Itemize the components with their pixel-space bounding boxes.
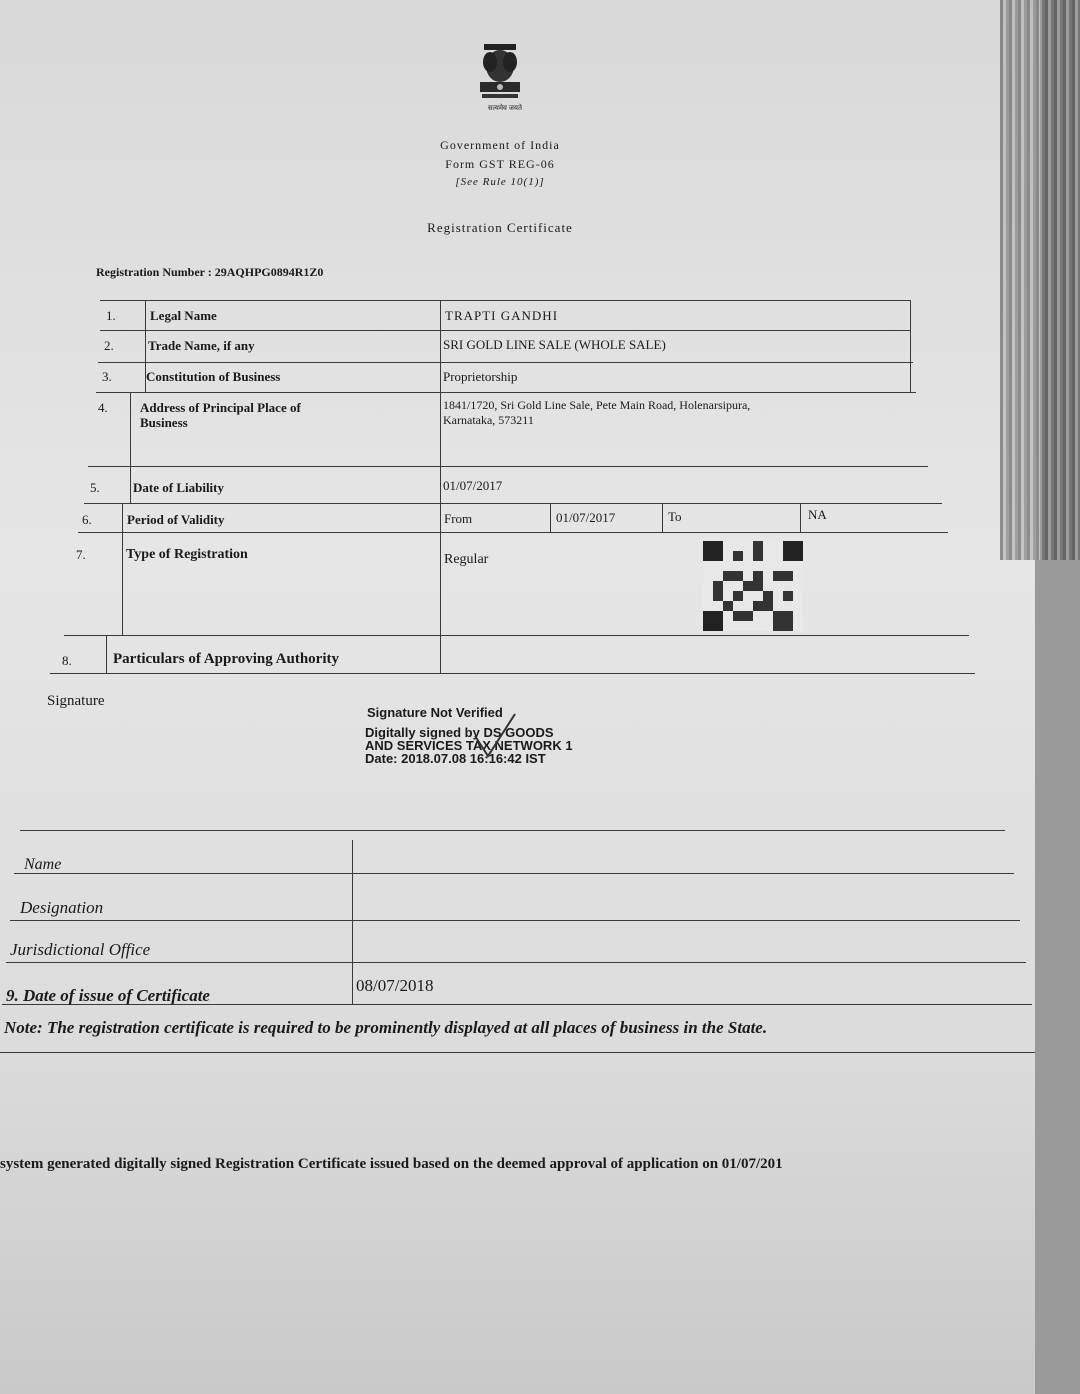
legal-name-value: TRAPTI GANDHI xyxy=(445,308,559,323)
row-number: 1. xyxy=(106,308,116,323)
registration-number: Registration Number : 29AQHPG0894R1Z0 xyxy=(96,265,324,279)
registration-type-value: Regular xyxy=(444,552,489,567)
address-value: 1841/1720, Sri Gold Line Sale, Pete Main Road, Holenarsipura, xyxy=(443,398,751,412)
address-label-2: Business xyxy=(140,415,188,430)
validity-label: Period of Validity xyxy=(127,512,225,527)
approving-authority-label: Particulars of Approving Authority xyxy=(113,651,339,667)
trade-name-value: SRI GOLD LINE SALE (WHOLE SALE) xyxy=(443,337,666,352)
legal-name-label: Legal Name xyxy=(150,308,217,323)
signature-status: Signature Not Verified xyxy=(367,705,503,720)
designation-label: Designation xyxy=(20,898,104,917)
address-value-2: Karnataka, 573211 xyxy=(443,413,534,427)
liability-value: 01/07/2017 xyxy=(443,478,503,493)
note-text: Note: The registration certificate is required to be prominently displayed at all places of business in the State. xyxy=(4,1018,768,1037)
background-edge-lower xyxy=(1035,560,1080,1394)
row-number: 6. xyxy=(82,512,92,527)
liability-label: Date of Liability xyxy=(133,480,224,495)
validity-from-value: 01/07/2017 xyxy=(556,510,616,525)
constitution-label: Constitution of Business xyxy=(146,369,281,384)
trade-name-label: Trade Name, if any xyxy=(148,338,255,353)
row-number: 8. xyxy=(62,653,72,668)
registration-type-label: Type of Registration xyxy=(126,547,248,562)
constitution-value: Proprietorship xyxy=(443,369,518,384)
signature-check-mark-icon xyxy=(470,706,530,776)
signature-line-3: Date: 2018.07.08 16:16:42 IST xyxy=(365,751,546,766)
validity-to-value: NA xyxy=(808,507,827,522)
certificate-title: Registration Certificate xyxy=(427,220,573,235)
government-heading: Government of India xyxy=(440,138,560,152)
qr-code-icon xyxy=(703,541,803,631)
address-label: Address of Principal Place of xyxy=(140,400,301,415)
row-number: 7. xyxy=(76,547,86,562)
form-heading: Form GST REG-06 xyxy=(445,157,555,171)
issue-date-label: 9. Date of issue of Certificate xyxy=(6,986,210,1005)
rule-heading: [See Rule 10(1)] xyxy=(455,176,545,188)
footer-text: system generated digitally signed Registration Certificate issued based on the deemed approval of application on 01/07/201 xyxy=(0,1156,783,1172)
name-label: Name xyxy=(24,856,62,873)
issue-date-value: 08/07/2018 xyxy=(356,976,434,995)
row-number: 2. xyxy=(104,338,114,353)
row-number: 4. xyxy=(98,400,108,415)
signature-label: Signature xyxy=(47,693,105,709)
row-number: 3. xyxy=(102,369,112,384)
row-number: 5. xyxy=(90,480,100,495)
validity-from-label: From xyxy=(444,511,473,526)
signature-line-1: Digitally signed by DS GOODS xyxy=(365,725,554,740)
signature-line-2: AND SERVICES TAX NETWORK 1 xyxy=(365,738,573,753)
validity-to-label: To xyxy=(668,509,682,524)
jurisdictional-office-label: Jurisdictional Office xyxy=(10,940,151,959)
emblem-caption: सत्यमेव जयते xyxy=(488,104,522,112)
background-edge xyxy=(1000,0,1080,560)
